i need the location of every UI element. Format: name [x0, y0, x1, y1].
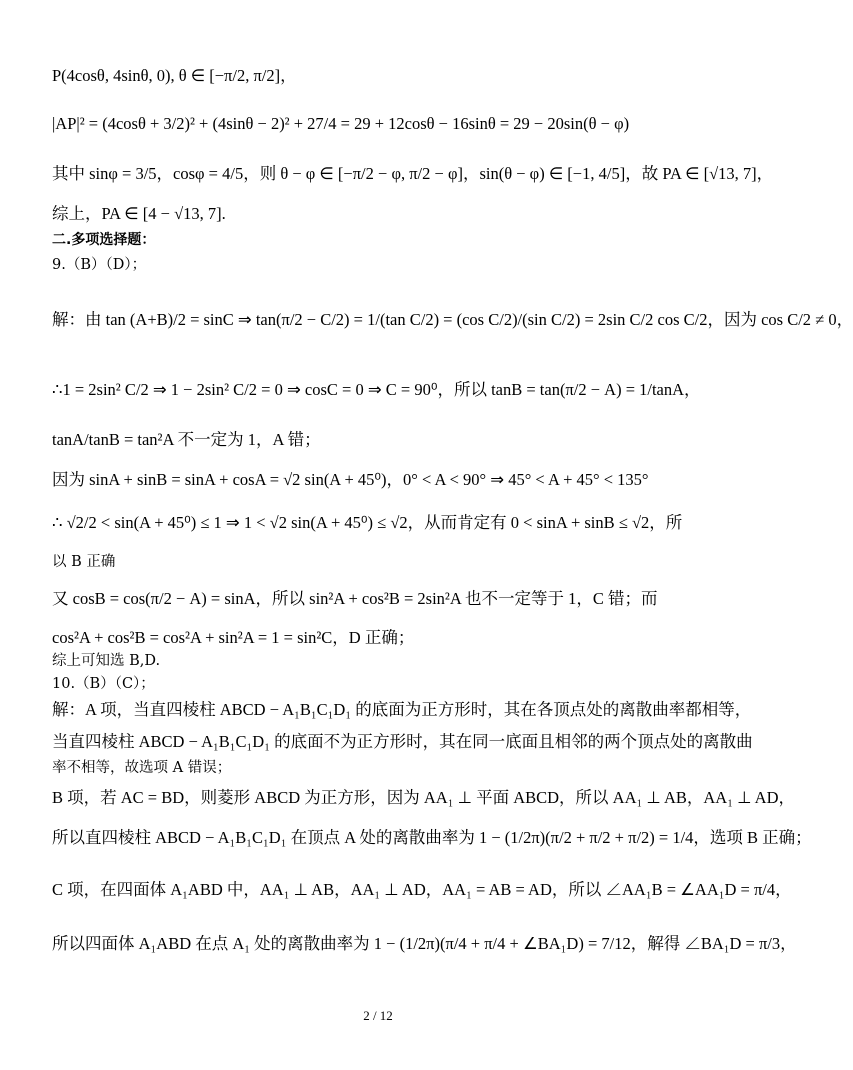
line-2: |AP|² = (4cosθ + 3/2)² + (4sinθ − 2)² + 27/4 = 29 + 12cosθ − 16sinθ = 29 − 20sin(θ − φ): [52, 114, 630, 133]
q9-conclusion: 综上可知选 B,D.: [52, 653, 161, 669]
q10-line-7: 所以四面体 A₁ABD 在点 A₁ 处的离散曲率为 1 − (1/2π)(π/4 + π/4 + ∠BA₁D) = 7/12，解得 ∠BA₁D = π/3，: [52, 934, 797, 953]
line-3: 其中 sinφ = 3/5，cosφ = 4/5，则 θ − φ ∈ [−π/2 − φ, π/2 − φ]，sin(θ − φ) ∈ [−1, 4/5]，故 PA ∈ [√13, 7]，: [52, 164, 774, 183]
q9-line-2: ∴1 = 2sin² C/2 ⇒ 1 − 2sin² C/2 = 0 ⇒ cosC = 0 ⇒ C = 90⁰，所以 tanB = tan(π/2 − A) = 1/tanA，: [52, 380, 701, 399]
q10-line-4: B 项，若 AC = BD，则菱形 ABCD 为正方形，因为 AA₁ ⊥ 平面 ABCD，所以 AA₁ ⊥ AB，AA₁ ⊥ AD，: [52, 788, 796, 807]
q9-line-5: ∴ √2/2 < sin(A + 45⁰) ≤ 1 ⇒ 1 < √2 sin(A + 45⁰) ≤ √2，从而肯定有 0 < sinA + sinB ≤ √2，所: [52, 513, 683, 532]
q10-line-1: 解：A 项，当直四棱柱 ABCD − A₁B₁C₁D₁ 的底面为正方形时，其在各顶点处的离散曲率都相等，: [52, 700, 752, 719]
q10-line-2: 当直四棱柱 ABCD − A₁B₁C₁D₁ 的底面不为正方形时，其在同一底面且相邻的两个顶点处的离散曲: [52, 732, 753, 751]
line-4: 综上，PA ∈ [4 − √13, 7].: [52, 204, 226, 223]
q10-line-5: 所以直四棱柱 ABCD − A₁B₁C₁D₁ 在顶点 A 处的离散曲率为 1 − (1/2π)(π/2 + π/2 + π/2) = 1/4，选项 B 正确；: [52, 828, 812, 847]
q9-line-7: 又 cosB = cos(π/2 − A) = sinA，所以 sin²A + cos²B = 2sin²A 也不一定等于 1，C 错；而: [52, 589, 658, 608]
q9-line-8: cos²A + cos²B = cos²A + sin²A = 1 = sin²C，D 正确；: [52, 628, 415, 647]
q9-line-6: 以 B 正确: [52, 554, 116, 570]
q10-answer: 10.（B）（C）；: [52, 676, 155, 692]
page-number: 2 / 12: [363, 1008, 393, 1023]
q9-line-3: tanA/tanB = tan²A 不一定为 1，A 错；: [52, 430, 321, 449]
section-heading: 二.多项选择题：: [52, 232, 156, 248]
line-1: P(4cosθ, 4sinθ, 0), θ ∈ [−π/2, π/2]，: [52, 66, 297, 85]
q9-answer: 9.（B）（D）；: [52, 257, 147, 273]
q9-line-4: 因为 sinA + sinB = sinA + cosA = √2 sin(A + 45⁰)，0° < A < 90° ⇒ 45° < A + 45° < 135°: [52, 470, 649, 489]
q10-line-6: C 项，在四面体 A₁ABD 中，AA₁ ⊥ AB，AA₁ ⊥ AD，AA₁ = AB = AD，所以 ∠AA₁B = ∠AA₁D = π/4，: [52, 880, 792, 899]
q9-line-1: 解：由 tan (A+B)/2 = sinC ⇒ tan(π/2 − C/2) = 1/(tan C/2) = (cos C/2)/(sin C/2) = 2sin C/2 cos C/2，因为 cos C/2 ≠ 0，: [52, 310, 853, 329]
q10-line-3: 率不相等，故选项 A 错误；: [52, 760, 232, 776]
